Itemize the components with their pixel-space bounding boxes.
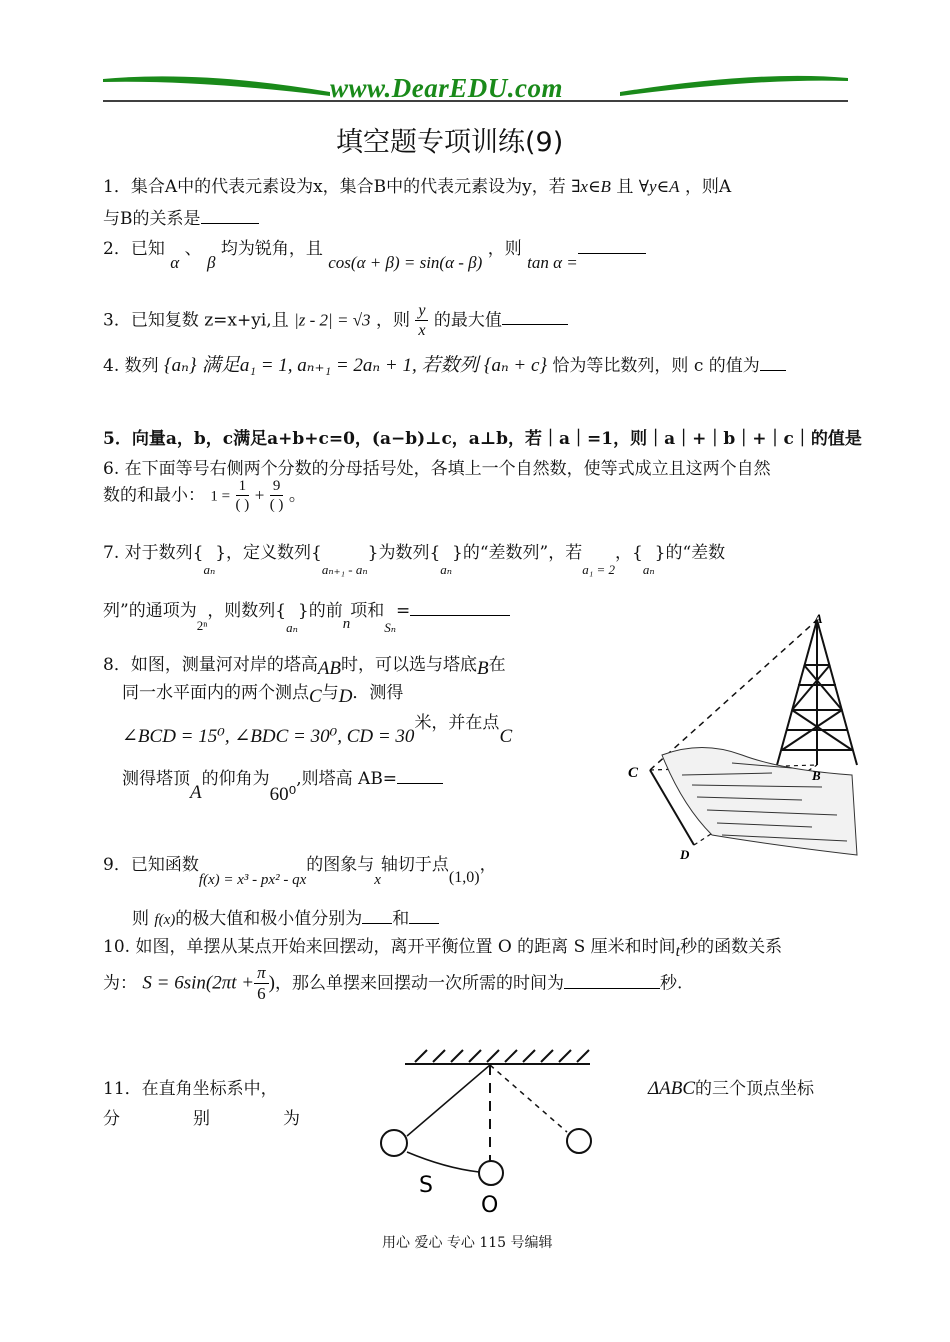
question-11-line-2-word-2: 别 xyxy=(193,1109,210,1129)
pendulum-figure xyxy=(375,1040,605,1220)
fraction-1: $\frac{1}{( )}$ xyxy=(235,478,250,513)
question-10-line-1: 10. 如图，单摆从某点开始来回摆动，离开平衡位置 O 的距离 S 厘米和时间t秒的函数关系 xyxy=(103,937,783,960)
answer-blank-max[interactable] xyxy=(362,906,392,924)
fraction-y-over-x: $\frac{y}{x}$ xyxy=(415,302,428,340)
question-11-line-2-word-1: 分 xyxy=(103,1109,120,1129)
question-11-line-1-right: ΔABC的三个顶点坐标 xyxy=(648,1078,815,1099)
question-8-line-4: 测得塔顶A的仰角为60⁰,则塔高 AB= xyxy=(122,764,443,790)
figure-label-d: D xyxy=(680,847,690,862)
answer-blank[interactable] xyxy=(397,766,443,784)
answer-blank[interactable] xyxy=(564,971,660,989)
answer-blank[interactable] xyxy=(578,236,646,254)
question-7-line-1: 7. 对于数列$\{_{a_n}\}$，定义数列$\{_{a_{n+1} - a_n}\}$为数列$\{_{a_n}\}$的“差数列”，若$_{a_1 = 2}$，$\{_{a_n}\}$的“差数 xyxy=(103,543,726,577)
answer-blank[interactable] xyxy=(760,353,786,371)
question-6-line-2: 数的和最小： 1 = $\frac{1}{( )}$ + $\frac{9}{( )}$ 。 xyxy=(103,478,306,513)
header-site-logo: www.DearEDU.com xyxy=(330,73,564,103)
fraction-2: $\frac{9}{( )}$ xyxy=(269,478,284,513)
question-8-line-3: ∠BCD = 15⁰, ∠BDC = 30⁰, CD = 30米，并在点C xyxy=(122,713,513,747)
question-2: 2．已知 α 、 β 均为锐角，且 cos(α + β) = sin(α - β) ，则 tan α = xyxy=(103,234,646,259)
figure-label-a: A xyxy=(814,611,823,626)
tower-figure xyxy=(622,605,862,865)
figure-label-b: B xyxy=(812,768,821,783)
question-11-line-1: 11．在直角坐标系中， xyxy=(103,1079,278,1099)
answer-blank[interactable] xyxy=(502,307,568,325)
fraction-pi-over-6: $\frac{\pi}{6}$ xyxy=(254,964,269,1004)
page-footer: 用心 爱心 专心 115 号编辑 xyxy=(382,1235,553,1251)
page-title: 填空题专项训练(9) xyxy=(336,127,564,158)
question-1-line-1: 1．集合A中的代表元素设为x，集合B中的代表元素设为y，若 ∃x∈B 且 ∀y∈A ，则A xyxy=(103,177,732,197)
question-8-line-1: 8．如图，测量河对岸的塔高AB时，可以选与塔底B在 xyxy=(103,655,506,679)
question-11-line-2-word-3: 为 xyxy=(283,1109,300,1129)
question-1-line-2: 与B的关系是 xyxy=(103,204,259,229)
pendulum-label-s: S xyxy=(419,1173,433,1198)
question-4: 4. 数列 {aₙ} 满足a₁ = 1, aₙ₊₁ = 2aₙ + 1, 若数列 {aₙ + c} 恰为等比数列，则 c 的值为 xyxy=(103,350,786,377)
figure-label-c: C xyxy=(628,765,639,781)
question-3: 3．已知复数 z=x+yi,且 |z - 2| = √3 ，则 $\frac{y}{x}$ 的最大值 xyxy=(103,302,568,340)
question-8-line-2: 同一水平面内的两个测点C与D．测得 xyxy=(122,683,404,707)
question-5: 5．向量a，b，c满足a+b+c=0，(a−b)⊥c，a⊥b，若｜a｜=1，则｜a｜+｜b｜+｜c｜的值是 xyxy=(103,429,862,449)
question-7-line-2: 列”的通项为$_{2^n}$，则数列$\{_{a_n}\}$的前n项和$_{S_n}$= xyxy=(103,596,510,621)
answer-blank-min[interactable] xyxy=(409,906,439,924)
question-9-line-2: 则 f(x)的极大值和极小值分别为 和 xyxy=(132,904,439,929)
question-6-line-1: 6. 在下面等号右侧两个分数的分母括号处，各填上一个自然数，使等式成立且这两个自然 xyxy=(103,459,771,479)
answer-blank[interactable] xyxy=(410,598,510,616)
question-9-line-1: 9．已知函数f(x) = x³ - px² - qx的图象与x轴切于点(1,0)， xyxy=(103,855,497,888)
pendulum-label-o: O xyxy=(481,1193,499,1218)
answer-blank[interactable] xyxy=(201,206,259,224)
question-10-line-2: 为： S = 6sin(2πt + $\frac{\pi}{6}$ )，那么单摆来回摆动一次所需的时间为 秒. xyxy=(103,963,683,1003)
